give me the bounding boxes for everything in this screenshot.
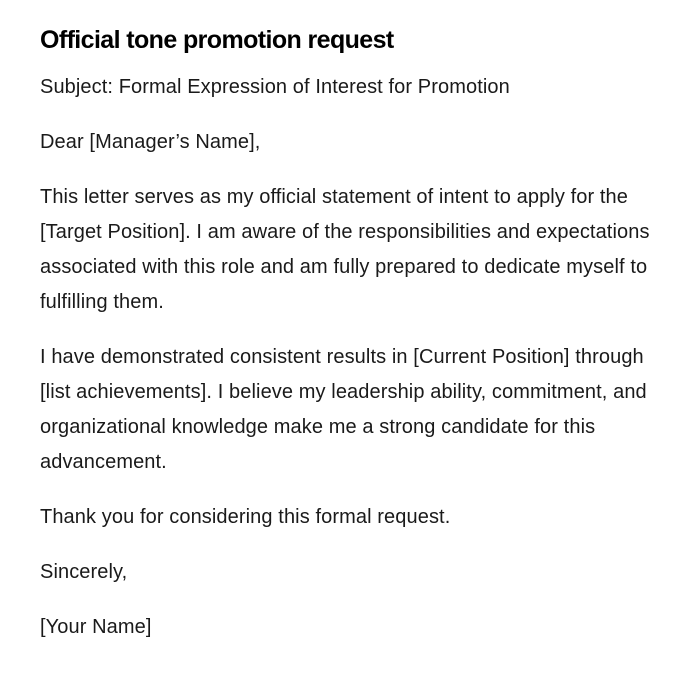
letter-signature: [Your Name] [40, 616, 152, 638]
document-title: Official tone promotion request [40, 26, 394, 54]
letter-closing-thanks: Thank you for considering this formal request. [40, 506, 451, 528]
letter-sign-off: Sincerely, [40, 561, 128, 583]
letter-subject: Subject: Formal Expression of Interest for Promotion [40, 76, 510, 98]
letter-paragraph-achievements: I have demonstrated consistent results in [Current Position] through [list achievements]. I believe my leadership ability, commitment, and organizational knowledge make me a strong candidate for this advancement. [40, 346, 647, 473]
letter-paragraph-intent: This letter serves as my official statement of intent to apply for the [Target Position]. I am aware of the responsibilities and expectations associated with this role and am fully prepared to dedicate myself to fulfilling them. [40, 186, 650, 313]
letter-document [40, 22, 660, 645]
letter-greeting: Dear [Manager’s Name], [40, 131, 261, 153]
